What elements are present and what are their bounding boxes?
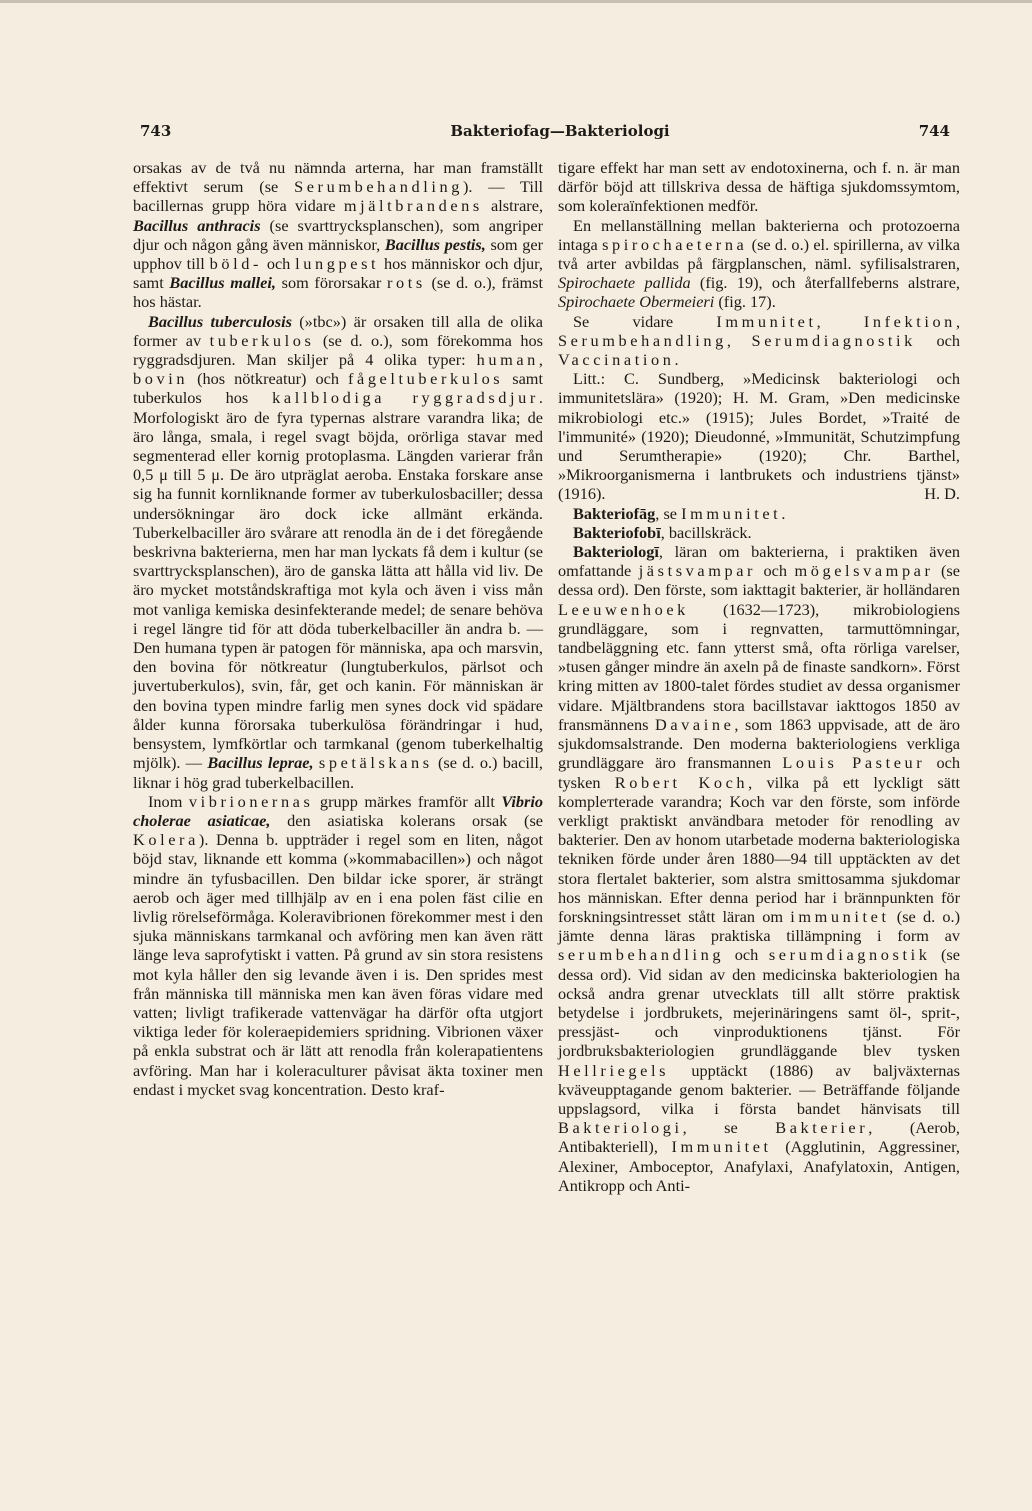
page-title: Bakteriofag—Bakteriologi — [450, 122, 670, 140]
page-number-left: 743 — [140, 122, 172, 140]
scan-top-edge — [0, 0, 1032, 3]
paragraph: En mellanställning mellan bakterierna och protozoerna intaga spirochaeterna (se d. o.) el. spirillerna, av vilka två arter avbildas på färgplanschen, näml. syfilisalstraren, Spirochaete pallida (fig. 19), och återfallfeberns alstrare, Spirochaete Obermeieri (fig. 17). — [558, 215, 960, 312]
entry-bakteriofobi: Bakteriofobī, bacillskräck. — [573, 522, 752, 542]
paragraph: tigare effekt har man sett av endotoxinerna, och f. n. är man därför böjd att tillskriva dessa de häftiga sjukdomssymtom, som koleraïnfektionen medför. — [558, 158, 960, 216]
running-header — [140, 122, 950, 146]
left-column — [133, 158, 543, 1398]
page-number-right: 744 — [918, 122, 950, 140]
paragraph: Se vidare Immunitet, Infektion, Serumbehandling, Serumdiagnostik och Vaccination. — [558, 311, 961, 370]
author-signature: H. D. — [924, 484, 960, 504]
bibliography: Litt.: C. Sundberg, »Medicinsk bakteriologi och immunitetslära» (1920); H. M. Gram, »Den medicinske mikrobiologi etc.» (1915); Jules Bordet, »Traité de l'immunité» (1920); Dieudonné, »Immunität, Schutzimpfung und Serumtherapie» (1920); Chr. Barthel, »Mikroorganismerna i lantbrukets och industriens tjänst» (1916). H. D. — [558, 369, 960, 504]
right-column — [558, 158, 960, 1398]
entry-bakteriologi: Bakteriologī, läran om bakterierna, i praktiken även omfattande jästsvampar och mögelsvampar (se dessa ord). Den förste, som iakttagit bakterier, är holländaren Leeuwenhoek (1632—1723), mikrobiologiens grundläggare, som i regnvatten, tarmuttömningar, tandbeläggning etc. fann ytterst små, ofta rörliga varelser, »tusen gånger mindre än axeln på de finaste sandkorn». Först kring mitten av 1800-talet fördes studiet av dessa organismer vidare. Mjältbrandens stora bacillstavar iakttogos 1850 av fransmännens Davaine, som 1863 uppvisade, att de äro sjukdomsalstrande. Den moderna bakteriologiens verkliga grundläggare äro fransmannen Louis Pasteur och tysken Robert Koch, vilka på ett lyckligt sätt komplетterade varandra; Koch var den förste, som införde verkligt praktiskt användbara metoder för renodling av bakterier. Den av honom utarbetade moderna bakteriologiska tekniken förde under åren 1880—94 till upptäckten av det stora flertalet bakterier, som alstra smittosamma sjukdomar hos människan. Efter denna period har i brännpunkten för forskningsintresset stått läran om immunitet (se d. o.) jämte denna läras praktiska tillämpning i form av serumbehandling och serumdiagnostik (se dessa ord). Vid sidan av den medicinska bakteriologien ha också andra grenar utvecklats till allt större praktisk betydelse i jordbrukets, mejerinäringens samt öl-, sprit-, pressjäst- och vinproduktionens tjänst. För jordbruksbakteriologien grundläggande blev tysken Hellriegels upptäckt (1886) av baljväxternas kväveupptagande genom bakterier. — Beträffande följande uppslagsord, vilka i första bandet hänvisats till Bakteriologi, se Bakterier, (Aerob, Antibakteriell), Immunitet (Agglutinin, Aggressiner, Alexiner, Amboceptor, Anafylaxi, Anafylatoxin, Antigen, Antikropp och Anti- — [558, 542, 960, 1195]
entry-bakteriofag: Bakteriofāg, se Immunitet. — [573, 503, 786, 523]
paragraph: Inom vibrionernas grupp märkes framför allt Vibrio cholerae asiaticae, den asiatiska kolerans orsak (se Kolera). Denna b. uppträder i regel som en liten, något böjd stav, liknande ett komma (»kommabacillen») och något mindre än tyfusbacillen. Den bildar icke sporer, är strängt aerob och äger med tillhjälp av en i ena polen fäst cilie en livlig rörelseförmåga. Koleravibrionen förekommer mest i den sjuka människans tarmkanal och avföring men kan även rätt länge leva saprofytiskt i vatten. På grund av sin stora resistens mot kyla håller den sig levande även i is. Den sprides mest från människa till människa men kan även föras vidare med vatten; livligt trafikerade vattenvägar ha därför ofta utgjort viktiga leder för koleraepidemiers spridning. Vibrionen växer på enkla substrat och är lätt att renodla från kolerapatientens avföring. Man har i koleraculturer påvisat äkta toxiner men endast i mycket svag koncentration. Desto kraf- — [133, 791, 544, 1099]
paragraph: Bacillus tuberculosis (»tbc») är orsaken till alla de olika former av tuberkulos (se d. o.), som förekomma hos ryggradsdjuren. Man skiljer på 4 olika typer: human, bovin (hos nötkreatur) och fågeltuberkulos samt tuberkulos hos kallblodiga ryggradsdjur. Morfologiskt äro de fyra typernas alstrare varandra lika; de äro långa, smala, i regel svagt böjda, orörliga stavar med segmenterad eller kornig protoplasma. Längden varierar från 0,5 μ till 5 μ. De äro utpräglat aeroba. Enstaka forskare anse sig ha funnit kornliknande former av tuberkulosbaciller; dessa undersökningar äro dock icke allmänt erkända. Tuberkelbaciller äro svårare att renodla än de i det föregående beskrivna bakterierna, men har man lyckats få dem i kultur (se svarttrycksplanschen), äro de ganska lätta att hålla vid liv. De äro mycket motståndskraftiga mot kyla och även i viss mån mot vanliga kemiska desinfekterande medel; de senare behöva i regel längre tid för att döda tuberkelbaciller än andra b. — Den humana typen är patogen för människa, apa och marsvin, den bovina för nötkreatur (lungtuberkulos, pärlsot och juvertuberkulos), svin, får, get och kanin. För människan är den bovina typen mindre farlig men synes dock vid spädare ålder kunna förorsaka tuberkulösa förändringar i hud, bensystem, lymfkörtlar och tarmkanal (genom tuberkelhaltig mjölk). — Bacillus leprae, spetälskans (se d. o.) bacill, liknar i hög grad tuberkelbacillen. — [133, 311, 544, 792]
paragraph: orsakas av de två nu nämnda arterna, har man framställt effektivt serum (se Serumbehandling). — Till bacillernas grupp höra vidare mjältbrandens alstrare, Bacillus anthracis (se svarttrycksplanschen), som angriper djur och någon gång även människor, Bacillus pestis, som ger upphov till böld- och lungpest hos människor och djur, samt Bacillus mallei, som förorsakar rots (se d. o.), främst hos hästar. — [133, 158, 544, 312]
